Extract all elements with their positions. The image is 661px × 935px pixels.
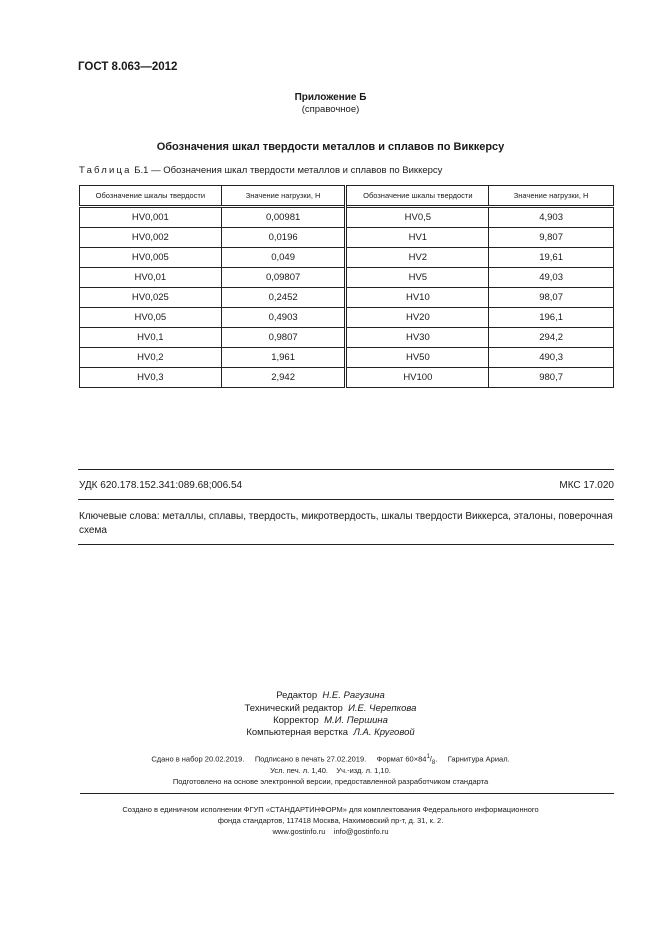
table-row <box>80 368 614 388</box>
format-denominator: 8 <box>431 760 436 766</box>
footer-line-1: Создано в единичном исполнении ФГУП «СТАНДАРТИНФОРМ» для комплектования Федерального информационного <box>122 805 539 814</box>
cell-load: 0,09807 <box>221 268 346 288</box>
document-code: ГОСТ 8.063—2012 <box>78 61 178 73</box>
table-row <box>80 328 614 348</box>
cell-load: 1,961 <box>221 348 346 368</box>
cell-scale: HV100 <box>346 368 489 388</box>
publisher-sheets: Уч.-изд. л. 1,10. <box>336 766 391 775</box>
cell-load: 4,903 <box>489 207 614 228</box>
cell-scale: HV0,1 <box>80 328 222 348</box>
credit-name: Л.А. Круговой <box>353 727 415 738</box>
cell-load: 0,00981 <box>221 207 346 228</box>
header-load-1: Значение нагрузки, Н <box>221 186 346 207</box>
cell-scale: HV10 <box>346 288 489 308</box>
credit-layout <box>0 727 661 738</box>
section-title: Обозначения шкал твердости металлов и сплавов по Виккерсу <box>156 141 505 153</box>
credit-role: Редактор <box>276 690 318 701</box>
email-link[interactable]: info@gostinfo.ru <box>333 827 389 836</box>
cell-load: 19,61 <box>489 248 614 268</box>
table-row <box>80 308 614 328</box>
cell-scale: HV0,05 <box>80 308 222 328</box>
cell-scale: HV1 <box>346 228 489 248</box>
cell-scale: HV0,002 <box>80 228 222 248</box>
table-caption-word: Таблица <box>79 165 132 176</box>
cell-load: 0,2452 <box>221 288 346 308</box>
cell-scale: HV0,5 <box>346 207 489 228</box>
publication-line-1: Сдано в набор 20.02.2019. Подписано в печать 27.02.2019. Формат $60\times 84^1/_8$. Гарнитура Ариал. <box>151 754 510 766</box>
table-row <box>80 248 614 268</box>
divider-middle <box>78 499 614 500</box>
cell-load: 49,03 <box>489 268 614 288</box>
udk-code: УДК 620.178.152.341:089.68;006.54 <box>79 480 243 491</box>
cell-load: 490,3 <box>489 348 614 368</box>
format: Формат 60×84 <box>376 754 427 764</box>
table-row <box>80 268 614 288</box>
credit-tech-editor <box>0 703 661 714</box>
credit-role: Технический редактор <box>244 703 343 714</box>
typeface: Гарнитура Ариал. <box>447 754 510 764</box>
mks-code: МКС 17.020 <box>559 480 614 491</box>
appendix-title: Приложение Б <box>294 92 367 103</box>
divider-footer <box>80 793 614 794</box>
header-load-2: Значение нагрузки, Н <box>489 186 614 207</box>
cell-scale: HV2 <box>346 248 489 268</box>
credit-editor <box>0 690 661 701</box>
publication-line-3: Подготовлено на основе электронной версии, предоставленной разработчиком стандарта <box>172 777 489 786</box>
cell-load: 980,7 <box>489 368 614 388</box>
credit-role: Корректор <box>273 715 319 726</box>
cell-load: 9,807 <box>489 228 614 248</box>
table-row <box>80 228 614 248</box>
credit-name: Н.Е. Рагузина <box>322 690 385 701</box>
format-numerator: 1 <box>426 754 430 760</box>
print-sheets: Усл. печ. л. 1,40. <box>270 766 328 775</box>
website-link[interactable]: www.gostinfo.ru <box>272 827 326 836</box>
cell-scale: HV0,01 <box>80 268 222 288</box>
cell-load: 2,942 <box>221 368 346 388</box>
cell-load: 294,2 <box>489 328 614 348</box>
vickers-scales-table <box>79 185 614 388</box>
cell-load: 196,1 <box>489 308 614 328</box>
header-scale-1: Обозначение шкалы твердости <box>80 186 222 207</box>
cell-scale: HV5 <box>346 268 489 288</box>
cell-load: 0,4903 <box>221 308 346 328</box>
table-caption-text: Б.1 — Обозначения шкал твердости металлов и сплавов по Виккерсу <box>131 165 443 176</box>
table-row <box>80 207 614 228</box>
credit-corrector <box>0 715 661 726</box>
cell-scale: HV50 <box>346 348 489 368</box>
cell-load: 98,07 <box>489 288 614 308</box>
publication-line-2 <box>0 766 661 775</box>
appendix-subtitle: (справочное) <box>301 104 360 115</box>
cell-scale: HV30 <box>346 328 489 348</box>
print-date: Подписано в печать 27.02.2019. <box>254 754 367 764</box>
cell-scale: HV0,2 <box>80 348 222 368</box>
credit-name: И.Е. Черепкова <box>348 703 417 714</box>
table-row <box>80 348 614 368</box>
divider-top <box>78 469 614 470</box>
cell-scale: HV20 <box>346 308 489 328</box>
cell-load: 0,049 <box>221 248 346 268</box>
credit-name: М.И. Першина <box>324 715 388 726</box>
cell-scale: HV0,025 <box>80 288 222 308</box>
header-scale-2: Обозначение шкалы твердости <box>346 186 489 207</box>
cell-load: 0,9807 <box>221 328 346 348</box>
cell-load: 0,0196 <box>221 228 346 248</box>
credit-role: Компьютерная верстка <box>246 727 349 738</box>
cell-scale: HV0,005 <box>80 248 222 268</box>
footer-line-2: фонда стандартов, 117418 Москва, Нахимовский пр-т, д. 31, к. 2. <box>217 816 444 825</box>
table-header-row <box>80 186 614 207</box>
cell-scale: HV0,3 <box>80 368 222 388</box>
footer-contacts <box>0 827 661 836</box>
typeset-date: Сдано в набор 20.02.2019. <box>151 754 245 764</box>
divider-bottom <box>78 544 614 545</box>
table-caption <box>79 165 442 176</box>
table-row <box>80 288 614 308</box>
keywords: Ключевые слова: металлы, сплавы, твердость, микротвердость, шкалы твердости Виккерса, эталоны, поверочная схема <box>79 511 613 536</box>
cell-scale: HV0,001 <box>80 207 222 228</box>
